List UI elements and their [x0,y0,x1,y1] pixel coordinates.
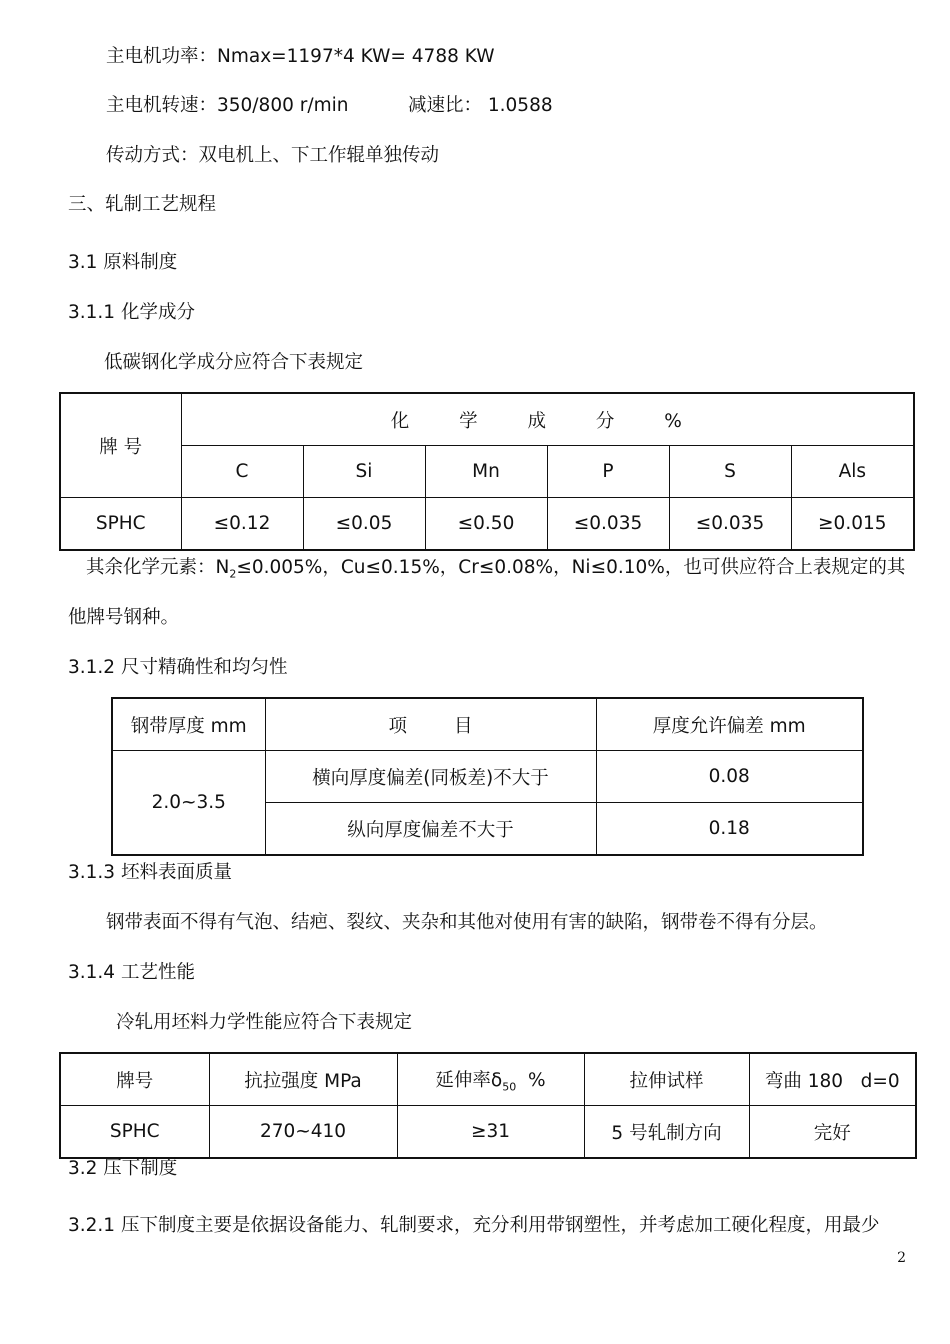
value-cell-als: ≥0.015 [791,498,914,551]
value-cell-p: ≤0.035 [547,498,669,551]
elongation-header-suffix: % [516,1069,546,1091]
elongation-subscript: 50 [502,1080,517,1094]
section-heading-3-1-1: 3.1.1 化学成分 [68,302,195,323]
tolerance-header-cell: 厚度允许偏差 mm [596,698,863,751]
value-cell-mn: ≤0.50 [425,498,547,551]
motor-power-line: 主电机功率：Nmax=1197*4 KW= 4788 KW [106,46,495,67]
element-header-als: Als [791,446,914,498]
motor-speed-line: 主电机转速：350/800 r/min [106,95,349,116]
elongation-header-cell [397,1053,584,1106]
grade-cell: SPHC [60,1106,209,1159]
grade-header-cell: 牌 号 [60,393,181,498]
composition-header-cell [181,393,914,446]
chemical-composition-table [59,392,915,551]
elongation-header-prefix: 延伸率δ [435,1069,503,1091]
section-heading-3-1: 3.1 原料制度 [68,252,178,273]
thickness-header-cell: 钢带厚度 mm [112,698,265,751]
reduction-ratio: 减速比： 1.0588 [408,95,553,116]
section-heading-3-1-3: 3.1.3 坯料表面质量 [68,862,232,883]
composition-header-text: 化 学 成 分 % [390,410,704,432]
grade-header-cell: 牌号 [60,1053,209,1106]
bend-header-cell: 弯曲 180 d=0 [749,1053,916,1106]
section-heading-3-2: 3.2 压下制度 [68,1158,178,1179]
dimension-tolerance-table [111,697,864,856]
mech-table-intro: 冷轧用坯料力学性能应符合下表规定 [116,1012,413,1033]
specimen-value-cell: 5 号轧制方向 [584,1106,749,1159]
section-heading-3-1-2: 3.1.2 尺寸精确性和均匀性 [68,657,288,678]
value-cell-s: ≤0.035 [669,498,791,551]
mechanical-properties-table [59,1052,917,1159]
element-header-p: P [547,446,669,498]
item-cell: 纵向厚度偏差不大于 [265,803,596,856]
element-header-s: S [669,446,791,498]
other-elements-prefix: 其余化学元素：N [86,557,230,578]
specimen-header-cell: 拉伸试样 [584,1053,749,1106]
grade-cell: SPHC [60,498,181,551]
chem-table-intro: 低碳钢化学成分应符合下表规定 [104,352,364,373]
drive-mode-line: 传动方式：双电机上、下工作辊单独传动 [106,145,440,166]
other-elements-line-2: 他牌号钢种。 [68,607,180,628]
elongation-value-cell: ≥31 [397,1106,584,1159]
tolerance-value-cell: 0.08 [596,751,863,803]
other-elements-line [86,556,905,587]
element-header-si: Si [303,446,425,498]
item-header-cell: 项 目 [265,698,596,751]
page-number: 2 [897,1250,906,1266]
other-elements-rest: ≤0.005%，Cu≤0.15%，Cr≤0.08%，Ni≤0.10%，也可供应符合上表规定的其 [236,557,906,578]
surface-quality-text: 钢带表面不得有气泡、结疤、裂纹、夹杂和其他对使用有害的缺陷，钢带卷不得有分层。 [106,912,828,933]
bend-value-cell: 完好 [749,1106,916,1159]
tensile-header-cell: 抗拉强度 MPa [209,1053,397,1106]
section-heading-3-1-4: 3.1.4 工艺性能 [68,962,195,983]
tolerance-value-cell: 0.18 [596,803,863,856]
element-header-c: C [181,446,303,498]
section-heading-3: 三、轧制工艺规程 [68,194,217,215]
section-3-2-1-text: 3.2.1 压下制度主要是依据设备能力、轧制要求，充分利用带钢塑性，并考虑加工硬化程度，用最少 [68,1215,880,1236]
value-cell-c: ≤0.12 [181,498,303,551]
thickness-range-cell: 2.0~3.5 [112,751,265,856]
item-cell: 横向厚度偏差(同板差)不大于 [265,751,596,803]
value-cell-si: ≤0.05 [303,498,425,551]
element-header-mn: Mn [425,446,547,498]
nitrogen-subscript: 2 [229,567,237,581]
tensile-value-cell: 270~410 [209,1106,397,1159]
